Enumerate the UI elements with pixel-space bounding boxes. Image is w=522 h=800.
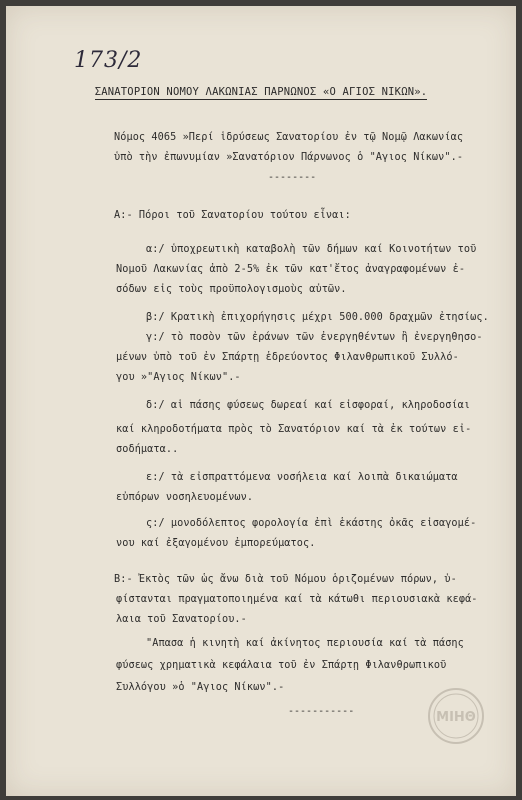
- section-c-line: Συλλόγου »ὁ "Αγιος Νίκων".-: [116, 682, 285, 693]
- item-e-line: ε:/ τὰ εἰσπραττόμενα νοσήλεια καί λοιπὰ δικαιώματα: [146, 472, 458, 483]
- document-heading: ΣΑΝΑΤΟΡΙΟΝ ΝΟΜΟΥ ΛΑΚΩΝΙΑΣ ΠΑΡΝΩΝΟΣ «Ο ΑΓΙΟΣ ΝΙΚΩΝ».: [94, 86, 428, 98]
- intro-line: ὑπὸ τὴν ἐπωνυμίαν »Σανατόριον Πάρνωνος ὁ "Αγιος Νίκων".-: [114, 152, 464, 163]
- document-page: [6, 6, 516, 796]
- section-b-line: λαια τοῦ Σανατορίου.-: [116, 614, 247, 625]
- item-a-line: Νομοῦ Λακωνίας ἀπὸ 2-5% ἐκ τῶν κατ'ἔτος ἀναγραφομένων ἐ-: [116, 264, 466, 275]
- item-e-line: εὐπόρων νοσηλευομένων.: [116, 492, 254, 503]
- separator: -----------: [288, 706, 355, 717]
- item-c-line: μένων ὑπὸ τοῦ ἐν Σπάρτῃ ἑδρεύοντος Φιλανθρωπικοῦ Συλλό-: [116, 352, 459, 363]
- item-c-line: γου »"Αγιος Νίκων".-: [116, 372, 241, 383]
- reference-number: 173/2: [74, 48, 143, 73]
- item-f-line: ς:/ μονοδόλεπτος φορολογία ἐπὶ ἑκάστης ὀκᾶς εἰσαγομέ-: [146, 518, 477, 529]
- item-a-line: α:/ ὑποχρεωτικὴ καταβολὴ τῶν δήμων καί Κοινοτήτων τοῦ: [146, 244, 477, 255]
- section-c-line: "Απασα ἡ κινητὴ καί ἀκίνητος περιουσία καί τὰ πάσης: [146, 638, 464, 649]
- section-a-title: Α:- Πόροι τοῦ Σανατορίου τούτου εἶναι:: [114, 210, 351, 221]
- section-b-line: φίστανται πραγματοποιημένα καί τὰ κάτωθι περιουσιακὰ κεφά-: [116, 594, 478, 605]
- archive-stamp: [426, 686, 486, 746]
- separator: --------: [268, 172, 317, 183]
- item-d-line: σοδήματα..: [116, 444, 179, 455]
- item-b-line: β:/ Κρατικὴ ἐπιχορήγησις μέχρι 500.000 δραχμῶν ἐτησίως.: [146, 312, 489, 323]
- section-b-line: Β:- Ἐκτὸς τῶν ὡς ἄνω διὰ τοῦ Νόμου ὁριζομένων πόρων, ὑ-: [114, 574, 457, 585]
- intro-line: Νόμος 4065 »Περί ἱδρύσεως Σανατορίου ἐν τῷ Νομῷ Λακωνίας: [114, 132, 464, 143]
- item-d-line: δ:/ αἱ πάσης φύσεως δωρεαί καί εἰσφοραί, κληροδοσίαι: [146, 400, 471, 411]
- item-c-line: γ:/ τὸ ποσὸν τῶν ἐράνων τῶν ἐνεργηθέντων ἢ ἐνεργηθησο-: [146, 332, 483, 343]
- stamp-text: ΜΙΗΘ: [436, 710, 476, 725]
- section-c-line: φύσεως χρηματικὰ κεφάλαια τοῦ ἐν Σπάρτῃ Φιλανθρωπικοῦ: [116, 660, 447, 671]
- item-f-line: νου καί ἐξαγομένου ἐμπορεύματος.: [116, 538, 316, 549]
- item-a-line: σόδων εἰς τοὺς προϋπολογισμοὺς αὐτῶν.: [116, 284, 347, 295]
- item-d-line: καί κληροδοτήματα πρὸς τὸ Σανατόριον καί τὰ ἐκ τούτων εἰ-: [116, 424, 472, 435]
